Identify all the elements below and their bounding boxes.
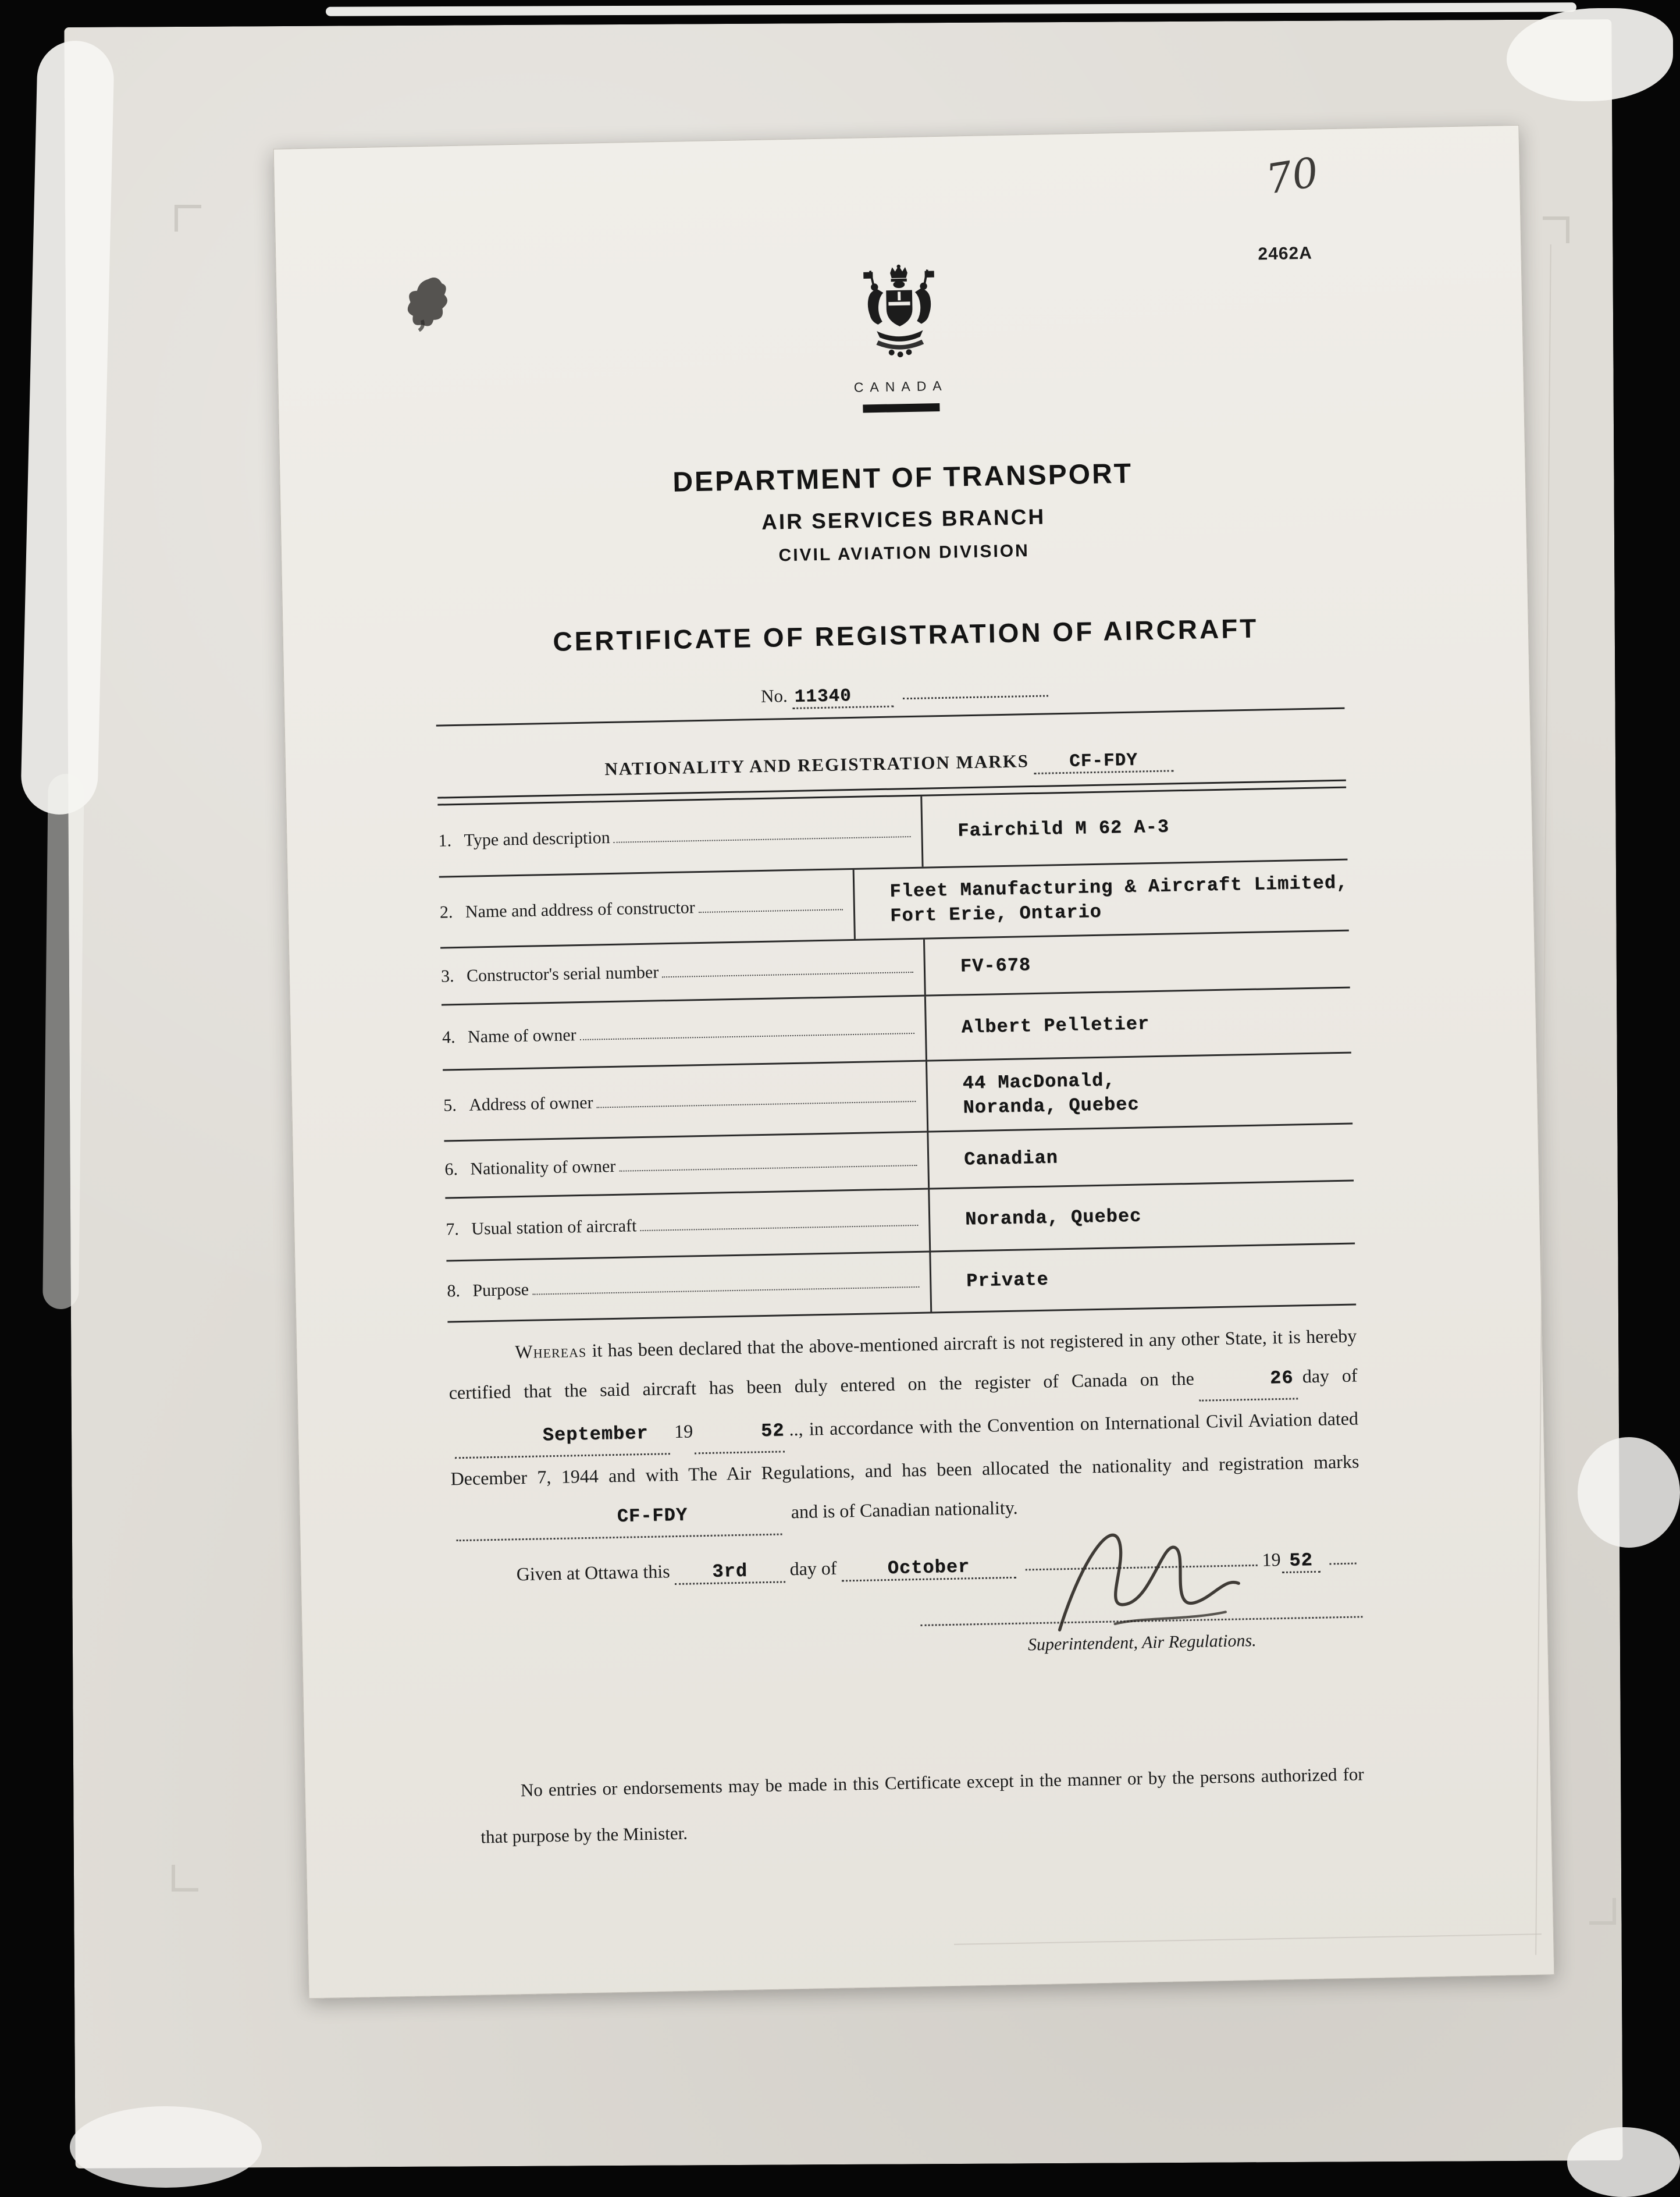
indent-spacer <box>453 1580 517 1581</box>
registration-fields-table <box>437 780 1356 1323</box>
given-text: day of <box>789 1557 837 1580</box>
canada-coat-of-arms-icon <box>855 264 945 374</box>
certificate-title: CERTIFICATE OF REGISTRATION OF AIRCRAFT <box>552 613 1259 657</box>
field-label: Purpose <box>472 1279 529 1300</box>
dotted-leader <box>640 1217 918 1231</box>
marks-value: CF-FDY <box>1034 749 1174 774</box>
declaration-day: 26 <box>1198 1358 1298 1401</box>
certificate-sheet <box>273 125 1555 1999</box>
field-number: 7. <box>446 1219 460 1239</box>
field-number: 6. <box>444 1159 458 1179</box>
field-number: 5. <box>443 1095 457 1115</box>
scan-artifact <box>1578 1437 1680 1548</box>
field-value: Fleet Manufacturing & Aircraft Limited, Fort Erie, Ontario <box>853 861 1349 939</box>
corner-mark-icon <box>1543 216 1569 243</box>
field-label: Address of owner <box>468 1093 593 1115</box>
dotted-leader <box>596 1093 916 1108</box>
division-heading: CIVIL AVIATION DIVISION <box>778 541 1030 566</box>
dotted-leader <box>1329 1557 1356 1565</box>
field-value: Noranda, Quebec <box>928 1182 1355 1251</box>
declaration-year-prefix: 19 <box>674 1420 693 1442</box>
declaration-text: day of <box>1302 1364 1358 1387</box>
dotted-leader <box>532 1279 919 1295</box>
field-value: 44 MacDonald, Noranda, Quebec <box>926 1054 1352 1131</box>
declaration-text: and is of Canadian nationality. <box>791 1496 1018 1523</box>
crest-divider-bar <box>863 403 939 413</box>
declaration-text: it has been declared that the above-mentioned aircraft is not registered in any other State, it is hereby certified that the said aircraft has been duly entered on the register of Canada on the <box>449 1325 1357 1403</box>
dotted-leader <box>662 964 913 977</box>
field-number: 3. <box>440 966 454 986</box>
field-value: Fairchild M 62 A-3 <box>920 788 1347 867</box>
field-value: Canadian <box>927 1125 1354 1188</box>
form-number: 2462A <box>1258 243 1313 264</box>
dotted-leader <box>619 1157 917 1171</box>
whereas-word: Whereas <box>515 1339 587 1363</box>
field-value: Private <box>929 1245 1356 1312</box>
corner-mark-icon <box>1589 1898 1616 1925</box>
corner-mark-icon <box>175 205 201 232</box>
scan-artifact <box>1567 2127 1680 2197</box>
certificate-number <box>284 671 1529 719</box>
issuance-month: October <box>841 1555 1016 1582</box>
field-value: Albert Pelletier <box>924 989 1351 1060</box>
field-label: Type and description <box>464 827 610 850</box>
given-prefix: Given at Ottawa this <box>516 1560 671 1585</box>
corner-mark-icon <box>172 1865 198 1892</box>
signatory-title: Superintendent, Air Regulations. <box>1027 1630 1257 1655</box>
field-number: 8. <box>447 1281 461 1301</box>
dotted-leader <box>614 829 911 843</box>
field-label: Name of owner <box>467 1025 576 1047</box>
dotted-blank <box>903 695 1048 699</box>
dotted-leader <box>579 1025 914 1040</box>
branch-heading: AIR SERVICES BRANCH <box>761 504 1046 534</box>
field-label: Name and address of constructor <box>465 897 696 922</box>
declaration-text: .., in accordance with the Convention on International Civil Aviation dated December 7, 1944 and with The Air Regulations, and has been allocated the nationality and registration marks <box>450 1407 1359 1489</box>
issuance-year: 52 <box>1282 1549 1320 1573</box>
signature <box>1039 1498 1251 1656</box>
registration-marks <box>437 745 1346 786</box>
dotted-leader <box>699 902 843 913</box>
number-value: 11340 <box>792 685 894 709</box>
department-heading: DEPARTMENT OF TRANSPORT <box>672 458 1133 498</box>
scan-artifact <box>70 2106 262 2188</box>
field-label: Usual station of aircraft <box>471 1215 637 1239</box>
number-label: No. <box>760 685 788 706</box>
handwritten-annotation: 70 <box>1262 148 1322 204</box>
coat-of-arms <box>276 253 1524 424</box>
field-value: FV-678 <box>923 932 1350 995</box>
marks-label: NATIONALITY AND REGISTRATION MARKS <box>604 751 1030 780</box>
issuance-year-prefix: 19 <box>1262 1549 1281 1570</box>
issuance-day: 3rd <box>674 1559 785 1585</box>
field-number: 4. <box>442 1027 455 1047</box>
scan-artifact <box>42 774 84 1310</box>
field-number: 1. <box>438 830 452 851</box>
canada-caption: CANADA <box>853 378 948 395</box>
declaration-marks: CF-FDY <box>455 1494 782 1542</box>
footer-notice: No entries or endorsements may be made in this Certificate except in the manner or by the persons authorized for that purpose by the Minister. <box>480 1764 1364 1847</box>
field-label: Constructor's serial number <box>466 962 659 986</box>
declaration-year: 52 <box>694 1411 785 1454</box>
field-label: Nationality of owner <box>470 1156 616 1179</box>
scan-artifact <box>326 2 1576 16</box>
field-number: 2. <box>439 902 453 922</box>
declaration-month: September <box>454 1413 670 1459</box>
